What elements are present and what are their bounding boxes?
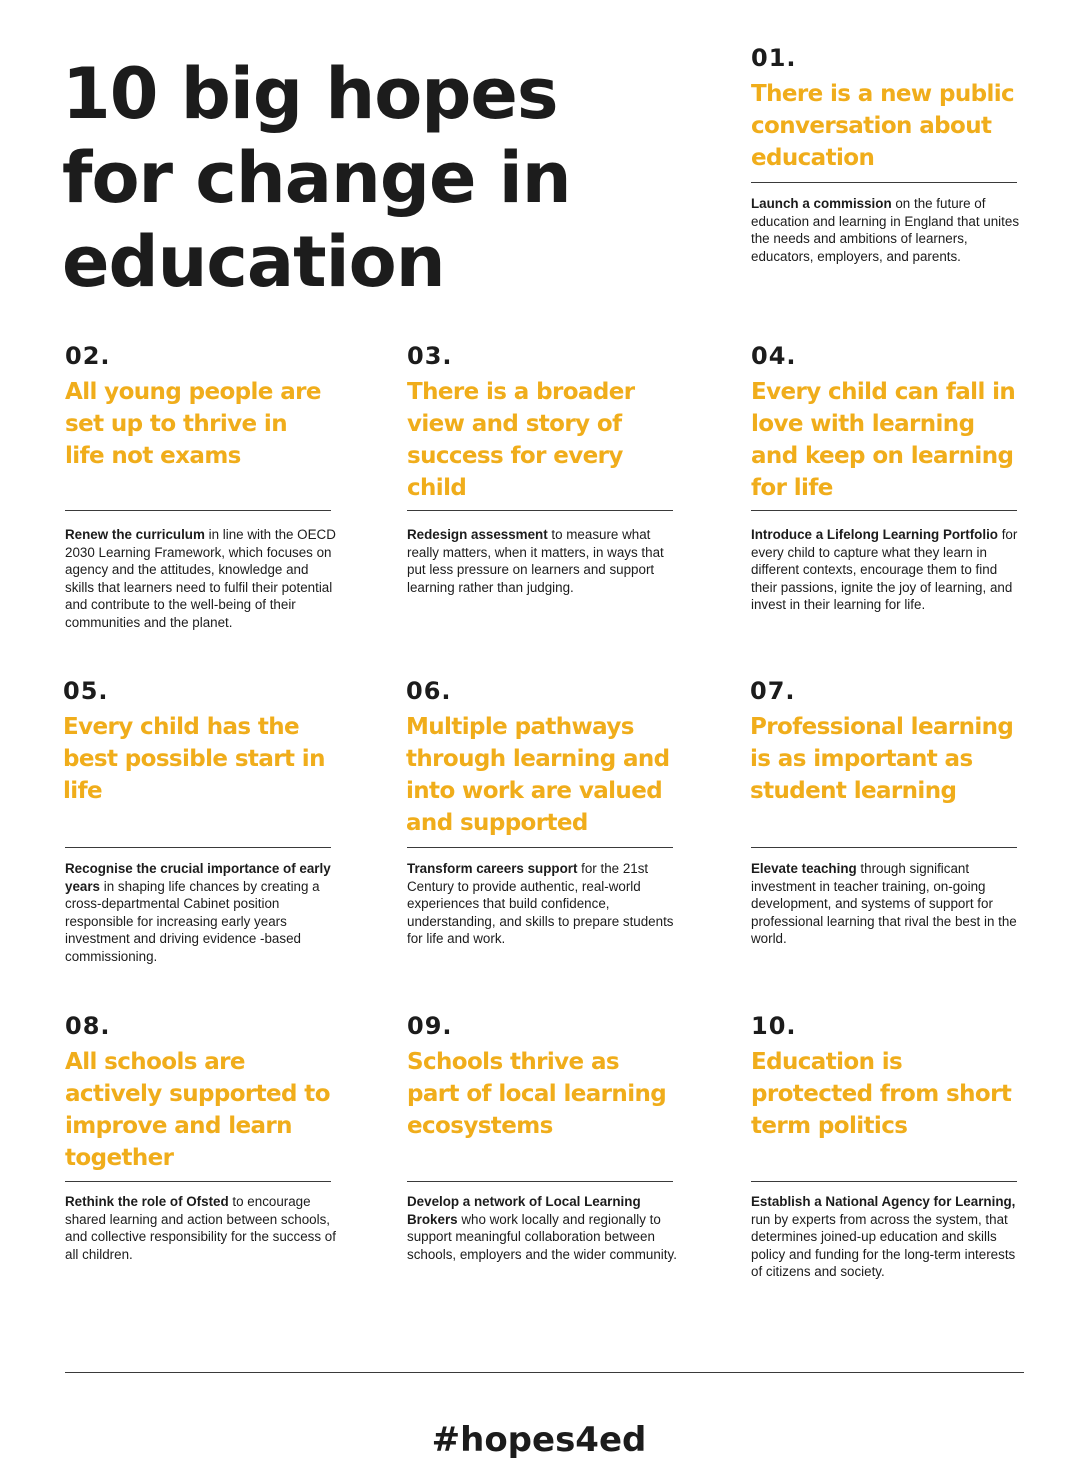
hope-06 — [406, 677, 672, 977]
footer-divider — [65, 1372, 1024, 1373]
hope-number: 06. — [406, 677, 452, 705]
hope-01 — [751, 44, 1020, 294]
hope-headline: All schools are actively supported to improve and learn together — [65, 1049, 330, 1171]
hope-number: 01. — [751, 44, 797, 72]
action-lead: Launch a commission — [751, 196, 892, 211]
hope-10 — [751, 1012, 1017, 1312]
hope-headline: Schools thrive as part of local learning ecosystems — [407, 1049, 667, 1139]
action-lead: Develop a network of Local Learning Brokers — [407, 1194, 641, 1227]
hope-action — [65, 526, 337, 632]
hope-number: 02. — [65, 342, 111, 370]
hope-headline: There is a broader view and story of success for every child — [407, 379, 635, 501]
hashtag: #hopes4ed — [431, 1420, 647, 1460]
hope-number: 03. — [407, 342, 453, 370]
hope-action — [407, 860, 679, 948]
action-lead: Redesign assessment — [407, 527, 548, 542]
action-text: to measure what really matters, when it matters, in ways that put less pressure on learners and support learning rather than judging. — [407, 527, 664, 595]
action-lead: Elevate teaching — [751, 861, 857, 876]
action-lead: Establish a National Agency for Learning, — [751, 1194, 1016, 1209]
action-text: who work locally and regionally to support meaningful collaboration between schools, employers and the wider community. — [407, 1211, 677, 1262]
action-text: on the future of education and learning in England that unites the needs and ambitions of learners, educators, employers, and parents. — [751, 196, 1020, 264]
hope-headline: There is a new public conversation about education — [751, 81, 1015, 171]
hope-headline: Education is protected from short term politics — [751, 1049, 1012, 1139]
action-text: for the 21st Century to provide authentic, real-world experiences that build confidence, understanding, and skills to prepare students for life and work. — [407, 861, 674, 947]
divider — [751, 847, 1017, 848]
divider — [407, 1181, 673, 1182]
hope-07 — [750, 677, 1016, 977]
hope-09 — [407, 1012, 677, 1312]
hope-action — [751, 1193, 1023, 1281]
hope-headline: Every child can fall in love with learning and keep on learning for life — [751, 379, 1016, 501]
hope-action — [751, 195, 1023, 265]
hope-02 — [65, 342, 336, 662]
hope-action — [751, 860, 1023, 948]
divider — [65, 847, 331, 848]
action-text: for every child to capture what they learn in different contexts, encourage them to find their passions, ignite the joy of learning, and invest in their learning for life. — [751, 527, 1018, 613]
action-lead: Renew the curriculum — [65, 527, 205, 542]
action-text: run by experts from across the system, that determines joined-up education and skills policy and funding for the long-term interests of citizens and society. — [751, 1211, 1016, 1280]
hope-number: 10. — [751, 1012, 797, 1040]
divider — [407, 510, 673, 511]
hope-headline: Multiple pathways through learning and into work are valued and supported — [406, 714, 670, 836]
action-text: to encourage shared learning and action between schools, and collective responsibility for the success of all children. — [65, 1194, 336, 1262]
action-lead: Rethink the role of Ofsted — [65, 1194, 229, 1209]
hope-number: 04. — [751, 342, 797, 370]
hope-08 — [65, 1012, 336, 1312]
hope-number: 09. — [407, 1012, 453, 1040]
hope-headline: All young people are set up to thrive in life not exams — [65, 379, 321, 469]
action-lead: Introduce a Lifelong Learning Portfolio — [751, 527, 998, 542]
action-text: through significant investment in teacher training, on-going development, and systems of support for professional learning that rival the best in the world. — [751, 861, 1017, 947]
divider — [751, 182, 1017, 183]
hope-action — [407, 526, 679, 596]
hope-headline: Professional learning is as important as student learning — [750, 714, 1014, 804]
hope-05 — [63, 677, 329, 977]
hope-action — [65, 1193, 337, 1263]
divider — [65, 510, 331, 511]
page-title: 10 big hopes for change in education — [62, 53, 571, 303]
divider — [65, 1181, 331, 1182]
hope-action — [65, 860, 337, 966]
hope-number: 07. — [750, 677, 796, 705]
action-lead: Recognise the crucial importance of early years — [65, 861, 331, 894]
action-lead: Transform careers support — [407, 861, 578, 876]
hope-action — [751, 526, 1023, 614]
action-text: in shaping life chances by creating a cross-departmental Cabinet position responsible for increasing early years investment and driving evidence -based commissioning. — [65, 878, 320, 964]
hope-03 — [407, 342, 673, 662]
divider — [407, 847, 673, 848]
hope-04 — [751, 342, 1017, 662]
divider — [751, 1181, 1017, 1182]
hope-number: 08. — [65, 1012, 111, 1040]
hope-action — [407, 1193, 679, 1263]
hope-number: 05. — [63, 677, 109, 705]
hope-headline: Every child has the best possible start in life — [63, 714, 325, 804]
divider — [751, 510, 1017, 511]
action-text: in line with the OECD 2030 Learning Framework, which focuses on agency and the attitudes, knowledge and skills that learners need to fulfil their potential and contribute to the well-being of their communities and the planet. — [65, 527, 336, 630]
